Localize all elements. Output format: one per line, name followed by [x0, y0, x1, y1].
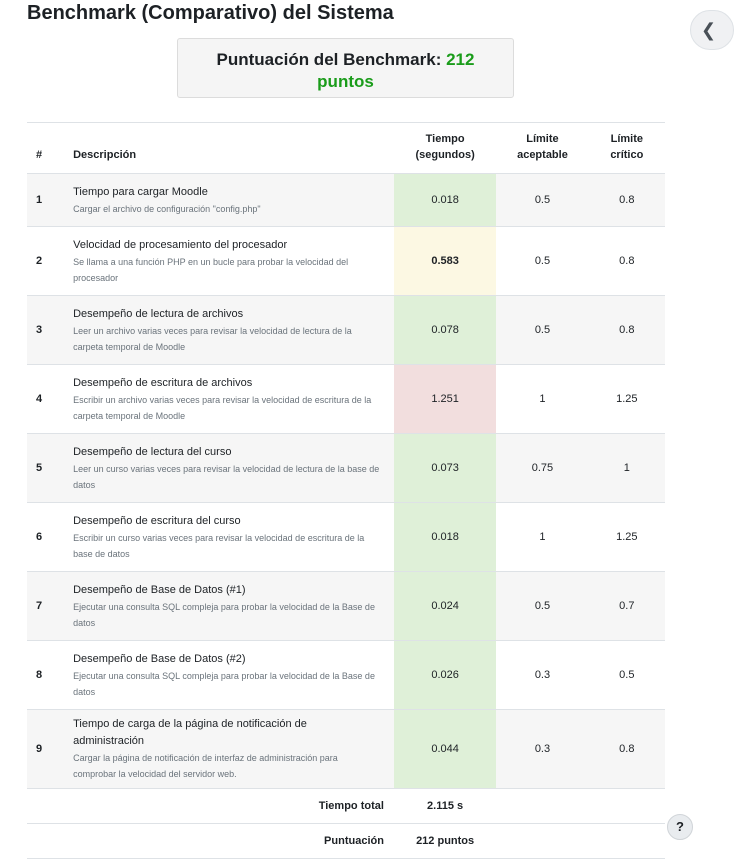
acceptable-limit: 1 — [496, 365, 588, 434]
row-number: 1 — [27, 174, 65, 227]
row-description — [65, 296, 394, 365]
total-time-label: Tiempo total — [27, 789, 394, 824]
table-body — [27, 174, 665, 789]
row-number: 2 — [27, 227, 65, 296]
time-value: 0.044 — [394, 710, 496, 789]
score-row-value: 212 puntos — [394, 824, 496, 859]
help-icon: ? — [676, 819, 684, 834]
acceptable-limit: 0.5 — [496, 572, 588, 641]
critical-limit: 0.8 — [589, 174, 665, 227]
time-value: 0.026 — [394, 641, 496, 710]
test-name: Desempeño de lectura del curso — [73, 445, 232, 458]
test-info: Ejecutar una consulta SQL compleja para probar la velocidad de la Base de datos — [73, 601, 375, 628]
test-info: Escribir un archivo varias veces para revisar la velocidad de escritura de la carpeta temporal de Moodle — [73, 394, 372, 421]
test-info: Ejecutar una consulta SQL compleja para probar la velocidad de la Base de datos — [73, 670, 375, 697]
time-value: 0.078 — [394, 296, 496, 365]
table-row — [27, 710, 665, 789]
row-number: 6 — [27, 503, 65, 572]
score-row-label: Puntuación — [27, 824, 394, 859]
test-info: Leer un curso varias veces para revisar la velocidad de lectura de la base de datos — [73, 463, 380, 490]
score-label: Puntuación del Benchmark: — [216, 50, 442, 69]
row-description — [65, 641, 394, 710]
score-row-empty — [589, 824, 665, 859]
test-info: Escribir un curso varias veces para revisar la velocidad de escritura de la base de datos — [73, 532, 365, 559]
table-header-row — [27, 123, 665, 174]
test-name: Desempeño de lectura de archivos — [73, 307, 244, 320]
table-row — [27, 296, 665, 365]
table-row — [27, 641, 665, 710]
row-description — [65, 503, 394, 572]
table-row — [27, 227, 665, 296]
time-value: 0.583 — [394, 227, 496, 296]
test-info: Se llama a una función PHP en un bucle para probar la velocidad del procesador — [73, 256, 349, 283]
test-info: Leer un archivo varias veces para revisar la velocidad de lectura de la carpeta temporal de Moodle — [73, 325, 352, 352]
total-time-value: 2.115 s — [394, 789, 496, 824]
test-name: Tiempo para cargar Moodle — [73, 185, 208, 198]
row-description — [65, 572, 394, 641]
test-name: Desempeño de escritura de archivos — [73, 376, 253, 389]
page-title: Benchmark (Comparativo) del Sistema — [27, 2, 394, 24]
drawer-toggle-button[interactable] — [690, 10, 734, 50]
header-num: # — [27, 123, 65, 174]
test-name: Desempeño de escritura del curso — [73, 514, 241, 527]
acceptable-limit: 0.3 — [496, 710, 588, 789]
table-row — [27, 365, 665, 434]
time-value: 0.073 — [394, 434, 496, 503]
row-description — [65, 434, 394, 503]
test-name: Desempeño de Base de Datos (#2) — [73, 652, 246, 665]
test-name: Tiempo de carga de la página de notificación de administración — [73, 718, 307, 747]
row-number: 5 — [27, 434, 65, 503]
critical-limit: 0.8 — [589, 710, 665, 789]
critical-limit: 0.7 — [589, 572, 665, 641]
row-number: 3 — [27, 296, 65, 365]
acceptable-limit: 0.5 — [496, 296, 588, 365]
table-row — [27, 572, 665, 641]
acceptable-limit: 0.5 — [496, 227, 588, 296]
help-button[interactable] — [667, 814, 693, 840]
row-description — [65, 365, 394, 434]
critical-limit: 1 — [589, 434, 665, 503]
header-acceptable: Límite aceptable — [496, 123, 588, 174]
total-time-empty — [496, 789, 588, 824]
time-value: 1.251 — [394, 365, 496, 434]
score-value: 212 — [446, 50, 475, 69]
critical-limit: 0.5 — [589, 641, 665, 710]
test-name: Velocidad de procesamiento del procesador — [73, 238, 288, 251]
time-value: 0.018 — [394, 503, 496, 572]
time-value: 0.024 — [394, 572, 496, 641]
chevron-left-icon: ❮ — [701, 20, 717, 40]
table-row — [27, 503, 665, 572]
row-description — [65, 174, 394, 227]
benchmark-score-box — [177, 38, 514, 98]
header-description: Descripción — [65, 123, 394, 174]
row-description — [65, 710, 394, 789]
test-info: Cargar la página de notificación de interfaz de administración para comprobar la velocidad del servidor web. — [73, 753, 338, 779]
total-time-empty — [589, 789, 665, 824]
table-row — [27, 434, 665, 503]
header-critical: Límite crítico — [589, 123, 665, 174]
total-time-row — [27, 789, 665, 824]
row-number: 9 — [27, 710, 65, 789]
critical-limit: 0.8 — [589, 296, 665, 365]
critical-limit: 1.25 — [589, 365, 665, 434]
test-name: Desempeño de Base de Datos (#1) — [73, 583, 246, 596]
row-number: 8 — [27, 641, 65, 710]
header-time: Tiempo (segundos) — [394, 123, 496, 174]
acceptable-limit: 0.75 — [496, 434, 588, 503]
critical-limit: 0.8 — [589, 227, 665, 296]
row-description — [65, 227, 394, 296]
score-row — [27, 824, 665, 859]
table-row — [27, 174, 665, 227]
test-info: Cargar el archivo de configuración "config.php" — [73, 203, 261, 214]
score-row-empty — [496, 824, 588, 859]
acceptable-limit: 1 — [496, 503, 588, 572]
acceptable-limit: 0.5 — [496, 174, 588, 227]
score-unit: puntos — [317, 72, 374, 91]
row-number: 7 — [27, 572, 65, 641]
critical-limit: 1.25 — [589, 503, 665, 572]
benchmark-table — [27, 122, 665, 859]
time-value: 0.018 — [394, 174, 496, 227]
acceptable-limit: 0.3 — [496, 641, 588, 710]
row-number: 4 — [27, 365, 65, 434]
